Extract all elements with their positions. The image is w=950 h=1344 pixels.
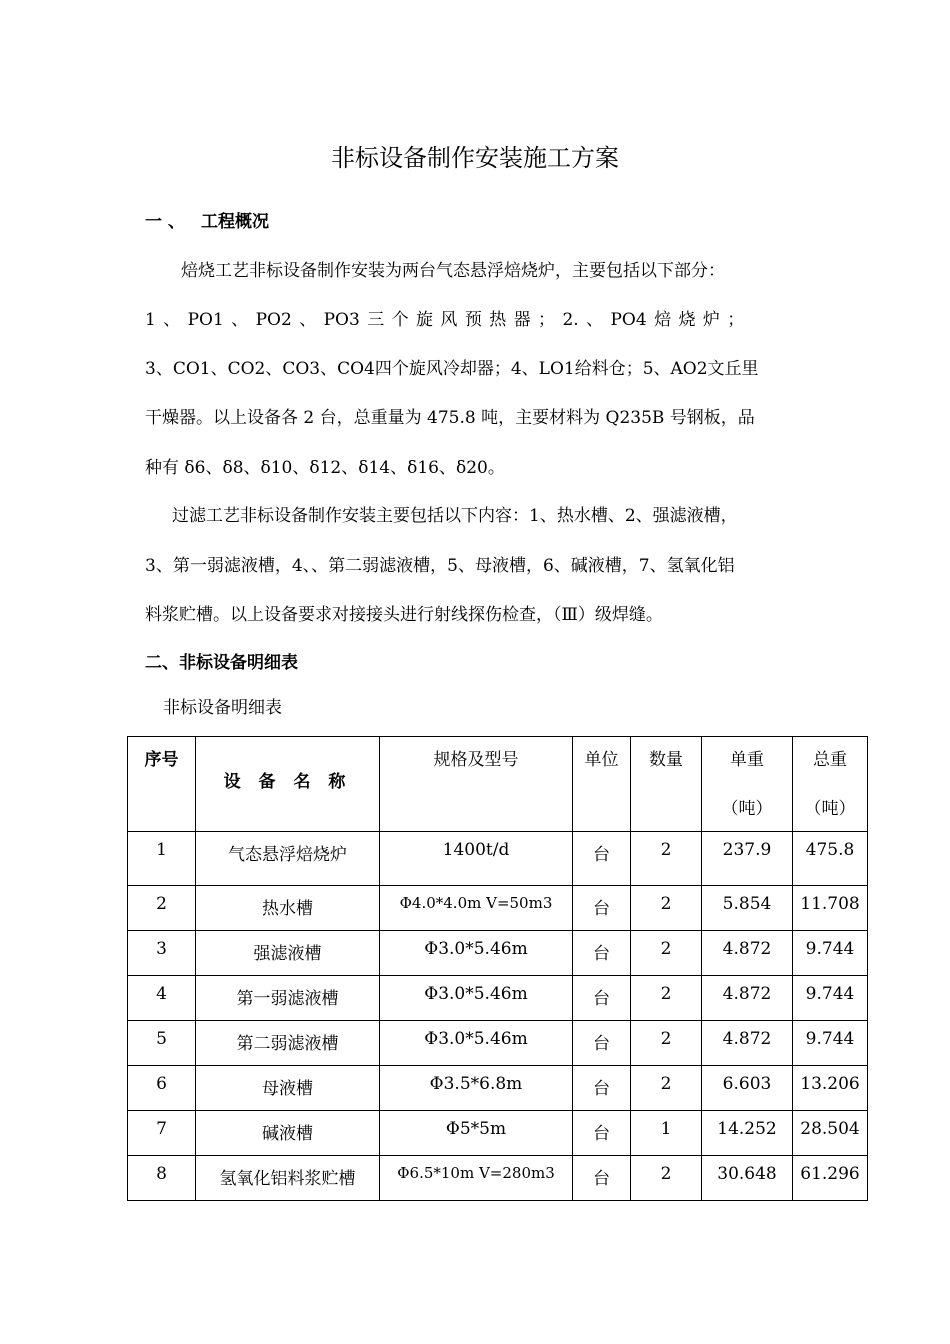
- table-row: [128, 976, 868, 1021]
- paragraph-line: 过滤工艺非标设备制作安装主要包括以下内容：1、热水槽、2、强滤液槽，: [172, 506, 738, 526]
- cell-total-weight: 9.744: [793, 1021, 868, 1066]
- cell-qty: 2: [631, 931, 702, 976]
- cell-spec: Φ4.0*4.0m V=50m3: [380, 886, 573, 931]
- table-row: [128, 832, 868, 886]
- cell-qty: 2: [631, 1021, 702, 1066]
- cell-spec: Φ3.0*5.46m: [380, 976, 573, 1021]
- table-row: [128, 931, 868, 976]
- table-caption: 非标设备明细表: [163, 698, 282, 718]
- cell-unit: 台: [573, 1066, 631, 1111]
- cell-name: 第二弱滤液槽: [196, 1021, 380, 1066]
- table-row: [128, 1156, 868, 1201]
- cell-unit-weight: 4.872: [702, 976, 793, 1021]
- cell-name: 强滤液槽: [196, 931, 380, 976]
- section-1-title: 工程概况: [201, 212, 269, 232]
- cell-name: 氢氧化铝料浆贮槽: [196, 1156, 380, 1201]
- cell-no: 1: [128, 832, 196, 886]
- header-qty: 数量: [631, 737, 702, 832]
- cell-total-weight: 28.504: [793, 1111, 868, 1156]
- table-row: [128, 1066, 868, 1111]
- section-1-number: 一 、: [145, 212, 185, 232]
- cell-no: 5: [128, 1021, 196, 1066]
- cell-unit: 台: [573, 1111, 631, 1156]
- cell-total-weight: 11.708: [793, 886, 868, 931]
- cell-no: 3: [128, 931, 196, 976]
- table-header-row: [128, 737, 868, 832]
- header-total-weight-label: 总重: [813, 750, 847, 770]
- document-title: 非标设备制作安装施工方案: [331, 144, 619, 172]
- cell-unit: 台: [573, 1021, 631, 1066]
- header-unit-weight-label: 单重: [730, 750, 764, 770]
- cell-unit-weight: 6.603: [702, 1066, 793, 1111]
- header-total-weight-unit: （吨）: [804, 799, 856, 819]
- cell-unit-weight: 14.252: [702, 1111, 793, 1156]
- cell-qty: 2: [631, 886, 702, 931]
- table-row: [128, 886, 868, 931]
- header-unit: 单位: [573, 737, 631, 832]
- cell-total-weight: 61.296: [793, 1156, 868, 1201]
- cell-spec: Φ3.0*5.46m: [380, 1021, 573, 1066]
- header-unit-weight: [702, 737, 793, 832]
- cell-total-weight: 9.744: [793, 976, 868, 1021]
- equipment-table: [127, 736, 868, 1201]
- cell-no: 4: [128, 976, 196, 1021]
- table-row: [128, 1111, 868, 1156]
- header-name: 设 备 名 称: [196, 737, 380, 832]
- paragraph-line: 3、第一弱滤液槽，4、、第二弱滤液槽，5、母液槽，6、碱液槽，7、氢氧化铝: [145, 556, 735, 576]
- cell-spec: Φ6.5*10m V=280m3: [380, 1156, 573, 1201]
- cell-name: 气态悬浮焙烧炉: [196, 832, 380, 886]
- cell-name: 母液槽: [196, 1066, 380, 1111]
- cell-unit-weight: 30.648: [702, 1156, 793, 1201]
- cell-qty: 2: [631, 976, 702, 1021]
- paragraph-line: 料浆贮槽。以上设备要求对接接头进行射线探伤检查，（Ⅲ）级焊缝。: [145, 605, 663, 625]
- cell-qty: 2: [631, 1066, 702, 1111]
- cell-total-weight: 475.8: [793, 832, 868, 886]
- cell-no: 8: [128, 1156, 196, 1201]
- cell-qty: 2: [631, 1156, 702, 1201]
- cell-qty: 2: [631, 832, 702, 886]
- cell-name: 热水槽: [196, 886, 380, 931]
- cell-unit: 台: [573, 976, 631, 1021]
- cell-no: 6: [128, 1066, 196, 1111]
- paragraph-line: 焙烧工艺非标设备制作安装为两台气态悬浮焙烧炉，主要包括以下部分：: [181, 261, 725, 281]
- cell-name: 碱液槽: [196, 1111, 380, 1156]
- cell-name: 第一弱滤液槽: [196, 976, 380, 1021]
- cell-unit-weight: 4.872: [702, 1021, 793, 1066]
- cell-spec: Φ5*5m: [380, 1111, 573, 1156]
- cell-total-weight: 13.206: [793, 1066, 868, 1111]
- cell-qty: 1: [631, 1111, 702, 1156]
- cell-unit: 台: [573, 832, 631, 886]
- table-row: [128, 1021, 868, 1066]
- header-spec: 规格及型号: [380, 737, 573, 832]
- paragraph-line: 3、CO1、CO2、CO3、CO4四个旋风冷却器；4、LO1给料仓；5、AO2文丘里: [145, 359, 759, 379]
- header-unit-weight-unit: （吨）: [721, 799, 773, 819]
- cell-no: 7: [128, 1111, 196, 1156]
- header-no: 序号: [128, 737, 196, 832]
- cell-total-weight: 9.744: [793, 931, 868, 976]
- cell-spec: 1400t/d: [380, 832, 573, 886]
- cell-unit: 台: [573, 1156, 631, 1201]
- section-1-heading: [145, 207, 269, 232]
- paragraph-line: 1 、 PO1 、 PO2 、 PO3 三 个 旋 风 预 热 器 ； 2. 、 PO4 焙 烧 炉 ；: [145, 310, 745, 330]
- cell-unit-weight: 237.9: [702, 832, 793, 886]
- cell-spec: Φ3.5*6.8m: [380, 1066, 573, 1111]
- section-2-heading: 二、非标设备明细表: [145, 653, 298, 673]
- cell-unit: 台: [573, 886, 631, 931]
- cell-spec: Φ3.0*5.46m: [380, 931, 573, 976]
- cell-no: 2: [128, 886, 196, 931]
- paragraph-line: 干燥器。以上设备各 2 台，总重量为 475.8 吨，主要材料为 Q235B 号钢板，品: [145, 408, 755, 428]
- cell-unit-weight: 5.854: [702, 886, 793, 931]
- cell-unit: 台: [573, 931, 631, 976]
- header-total-weight: [793, 737, 868, 832]
- paragraph-line: 种有 δ6、δ8、δ10、δ12、δ14、δ16、δ20。: [145, 458, 505, 478]
- cell-unit-weight: 4.872: [702, 931, 793, 976]
